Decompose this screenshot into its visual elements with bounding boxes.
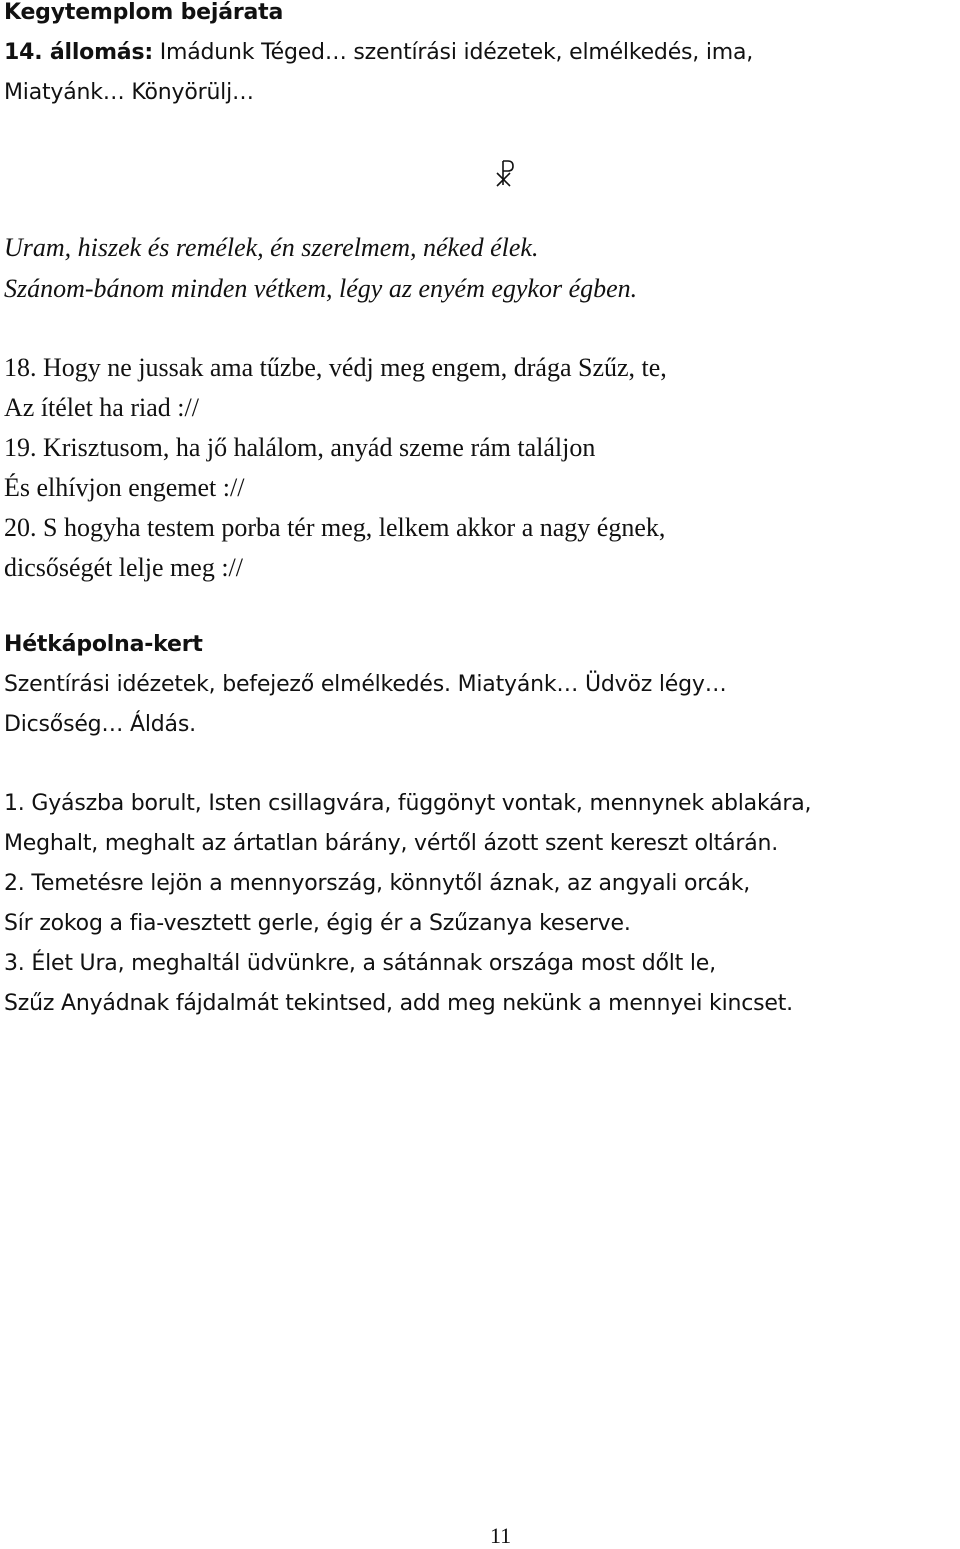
chi-rho-icon xyxy=(494,157,518,187)
garden-text-line-2: Dicsőség… Áldás. xyxy=(4,712,196,737)
verse-18-line-2: Az ítélet ha riad :// xyxy=(4,393,199,422)
refrain-line-2: Szánom-bánom minden vétkem, légy az enyém egykor égben. xyxy=(4,274,638,303)
section-heading-entrance: Kegytemplom bejárata xyxy=(4,0,284,25)
hymn-2-line-1: 2. Temetésre lejön a mennyország, könnytől áznak, az angyali orcák, xyxy=(4,871,751,896)
verse-19-line-2: És elhívjon engemet :// xyxy=(4,473,245,502)
verse-19-line-1: 19. Krisztusom, ha jő halálom, anyád szeme rám találjon xyxy=(4,433,596,462)
hymn-2-line-2: Sír zokog a fia-vesztett gerle, égig ér a Szűzanya keserve. xyxy=(4,911,631,936)
station-text-continued: Miatyánk… Könyörülj… xyxy=(4,80,254,105)
station-label: 14. állomás: xyxy=(4,40,153,65)
station-text: Imádunk Téged… szentírási idézetek, elmélkedés, ima, xyxy=(152,40,754,65)
hymn-1-line-2: Meghalt, meghalt az ártatlan bárány, vértől ázott szent kereszt oltárán. xyxy=(4,831,779,856)
hymn-3-line-1: 3. Élet Ura, meghaltál üdvünkre, a sátánnak országa most dőlt le, xyxy=(4,951,716,976)
hymn-1-line-1: 1. Gyászba borult, Isten csillagvára, függönyt vontak, mennynek ablakára, xyxy=(4,791,812,816)
garden-text-line-1: Szentírási idézetek, befejező elmélkedés. Miatyánk… Üdvöz légy… xyxy=(4,672,727,697)
verse-20-line-2: dicsőségét lelje meg :// xyxy=(4,553,243,582)
station-line xyxy=(4,42,753,64)
hymn-3-line-2: Szűz Anyádnak fájdalmát tekintsed, add meg nekünk a mennyei kincset. xyxy=(4,991,793,1016)
refrain-line-1: Uram, hiszek és remélek, én szerelmem, néked élek. xyxy=(4,233,539,262)
verse-20-line-1: 20. S hogyha testem porba tér meg, lelkem akkor a nagy égnek, xyxy=(4,513,666,542)
verse-18-line-1: 18. Hogy ne jussak ama tűzbe, védj meg engem, drága Szűz, te, xyxy=(4,353,667,382)
page-number: 11 xyxy=(490,1523,512,1548)
section-heading-garden: Hétkápolna-kert xyxy=(4,632,203,657)
